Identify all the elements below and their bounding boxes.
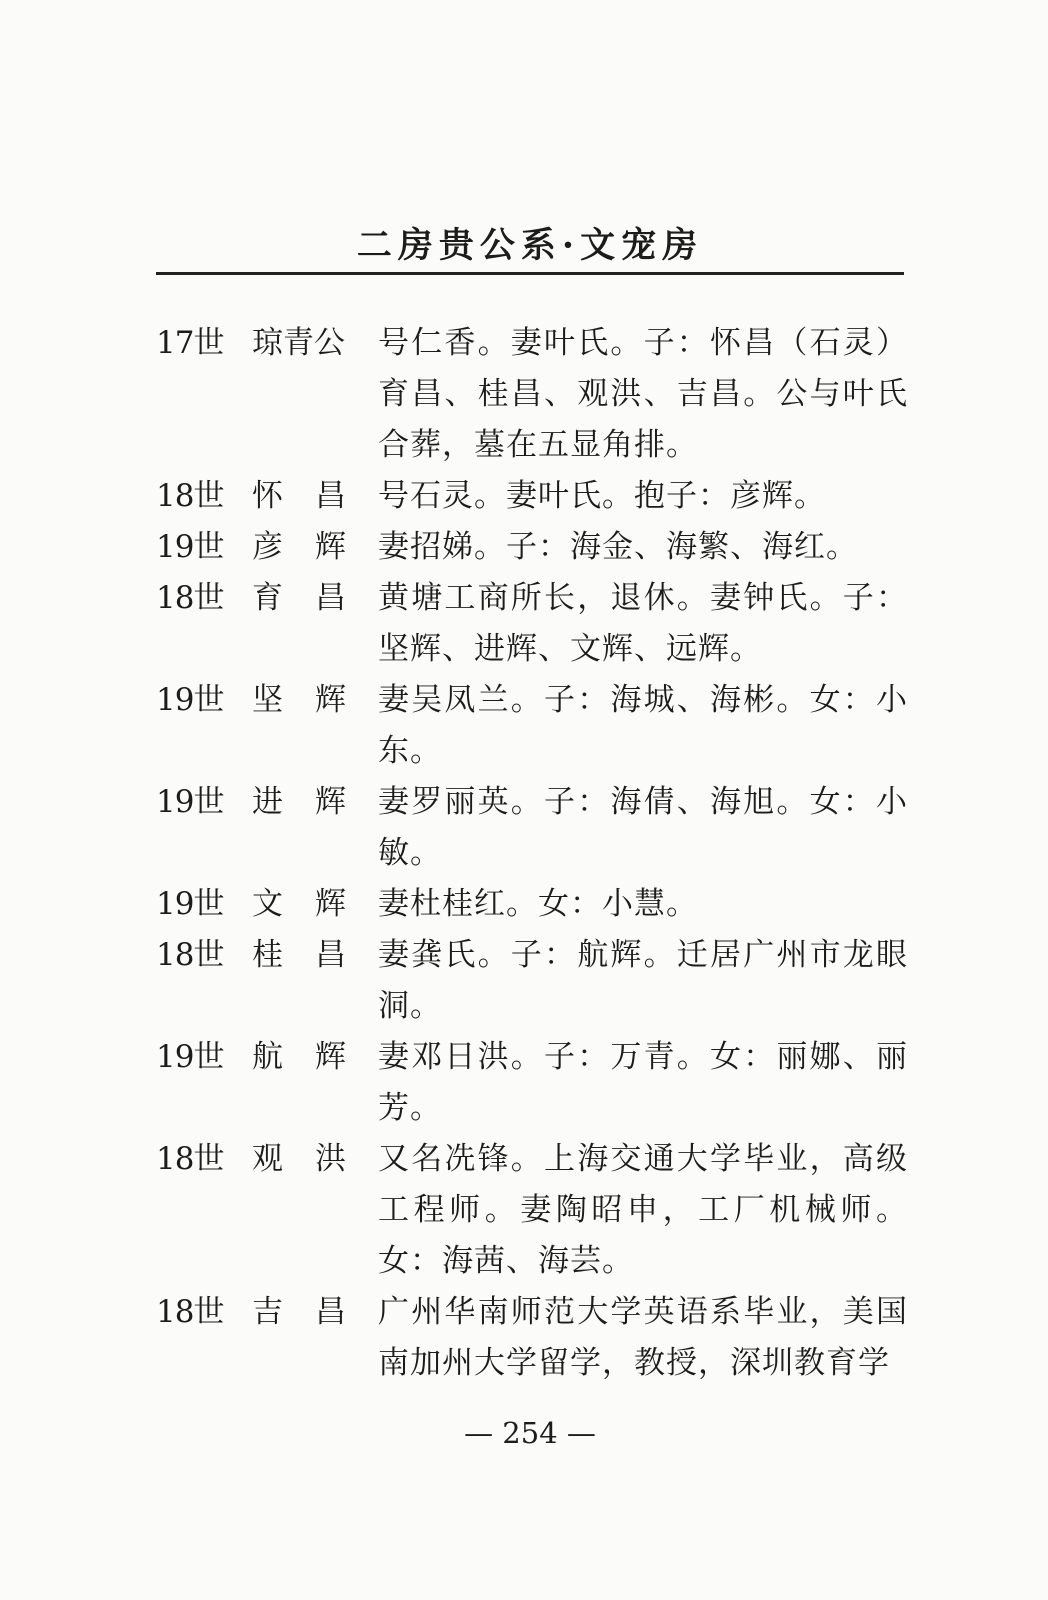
entry-description: 黄塘工商所长，退休。妻钟氏。子：坚辉、进辉、文辉、远辉。	[378, 580, 908, 667]
entry-generation: 18世	[156, 478, 224, 514]
entry-generation: 18世	[156, 937, 224, 973]
entry-name: 航 辉	[252, 1039, 346, 1075]
entry	[156, 675, 908, 777]
entry-generation: 19世	[156, 1039, 224, 1075]
entry	[156, 573, 908, 675]
entry	[156, 471, 908, 522]
entry-generation: 19世	[156, 529, 224, 565]
entry-name: 吉 昌	[252, 1294, 346, 1330]
entry	[156, 777, 908, 879]
entry	[156, 879, 908, 930]
entry-description: 妻罗丽英。子：海倩、海旭。女：小敏。	[378, 784, 908, 871]
entry	[156, 1032, 908, 1134]
entry	[156, 318, 908, 471]
genealogy-entries	[156, 318, 908, 1389]
entry-description: 广州华南师范大学英语系毕业，美国南加州大学留学，教授，深圳教育学	[378, 1294, 908, 1381]
entry-generation: 18世	[156, 1294, 224, 1330]
entry-name: 观 洪	[252, 1141, 346, 1177]
entry	[156, 1134, 908, 1287]
entry-description: 号石灵。妻叶氏。抱子：彦辉。	[378, 478, 826, 514]
entry-name: 育 昌	[252, 580, 346, 616]
entry-generation: 17世	[156, 325, 224, 361]
entry-description: 妻龚氏。子：航辉。迁居广州市龙眼洞。	[378, 937, 908, 1024]
entry-description: 妻杜桂红。女：小慧。	[378, 886, 698, 922]
entry-generation: 18世	[156, 1141, 224, 1177]
entry-generation: 19世	[156, 886, 224, 922]
entry	[156, 1287, 908, 1389]
entry-generation: 19世	[156, 682, 224, 718]
entry	[156, 930, 908, 1032]
entry-generation: 18世	[156, 580, 224, 616]
entry-description: 妻招娣。子：海金、海繁、海红。	[378, 529, 858, 565]
header-rule	[156, 272, 904, 275]
entry-name: 进 辉	[252, 784, 346, 820]
entry-name: 彦 辉	[252, 529, 346, 565]
entry	[156, 522, 908, 573]
entry-name: 文 辉	[252, 886, 346, 922]
page-number: — 254 —	[464, 1416, 596, 1450]
entry-name: 坚 辉	[252, 682, 346, 718]
entry-description: 又名冼锋。上海交通大学毕业，高级工程师。妻陶昭申，工厂机械师。女：海茜、海芸。	[378, 1141, 908, 1279]
entry-name: 桂 昌	[252, 937, 346, 973]
entry-description: 妻邓日洪。子：万青。女：丽娜、丽芳。	[378, 1039, 908, 1126]
entry-description: 号仁香。妻叶氏。子：怀昌（石灵）育昌、桂昌、观洪、吉昌。公与叶氏合葬，墓在五显角排。	[378, 325, 908, 463]
entry-name: 怀 昌	[252, 478, 346, 514]
page-header: 二房贵公系·文宠房	[356, 225, 704, 266]
entry-generation: 19世	[156, 784, 224, 820]
entry-name: 琼青公	[252, 325, 345, 361]
entry-description: 妻吴凤兰。子：海城、海彬。女：小东。	[378, 682, 908, 769]
